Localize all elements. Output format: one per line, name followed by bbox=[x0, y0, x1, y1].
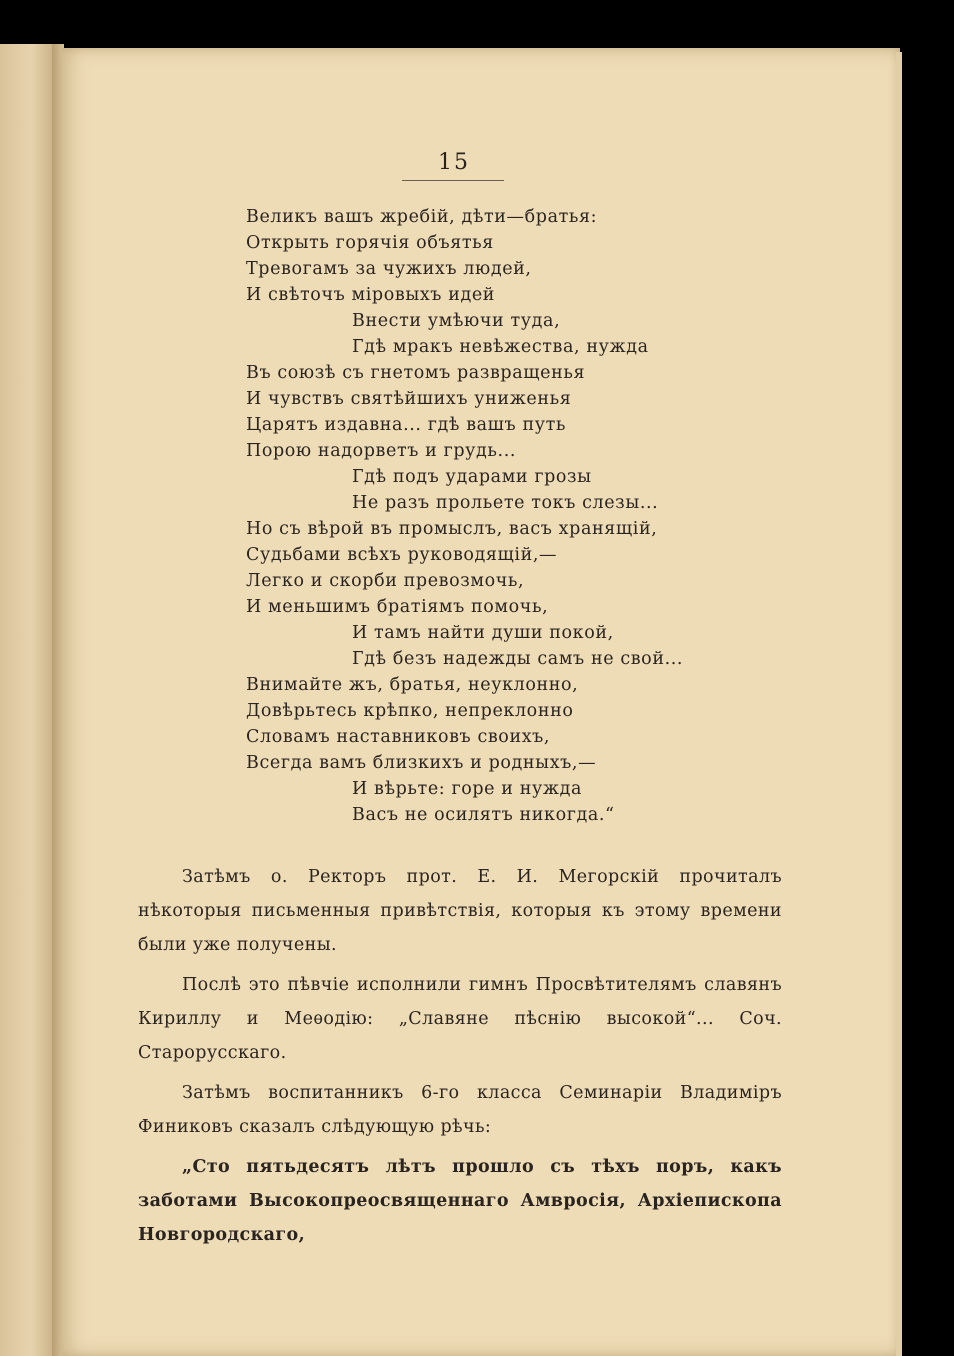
poem-line: Не разъ прольете токъ слезы... bbox=[352, 493, 659, 513]
poem-line: Внимайте жъ, братья, неуклонно, bbox=[246, 675, 579, 695]
page-right-edge bbox=[896, 52, 902, 1356]
paragraph: Затѣмъ о. Ректоръ прот. Е. И. Мегорскій прочиталъ нѣкоторыя письменныя привѣтствія, которыя къ этому времени были уже получены. bbox=[138, 867, 782, 955]
poem-line: Судьбами всѣхъ руководящій,— bbox=[246, 545, 558, 565]
poem bbox=[246, 204, 766, 828]
poem-stanza bbox=[246, 204, 766, 360]
poem-line: Открыть горячія объятья bbox=[246, 233, 494, 253]
poem-line: И свѣточъ міровыхъ идей bbox=[246, 285, 496, 305]
poem-line: Довѣрьтесь крѣпко, непреклонно bbox=[246, 701, 574, 721]
poem-line: Васъ не осилятъ никогда.“ bbox=[352, 805, 615, 825]
poem-stanza bbox=[246, 516, 766, 672]
poem-line: Гдѣ мракъ невѣжества, нужда bbox=[352, 337, 649, 357]
prose-text bbox=[138, 860, 782, 1258]
poem-line: Но съ вѣрой въ промыслъ, васъ хранящій, bbox=[246, 519, 658, 539]
poem-stanza bbox=[246, 672, 766, 828]
poem-line: И тамъ найти души покой, bbox=[352, 623, 614, 643]
poem-line: Словамъ наставниковъ своихъ, bbox=[246, 727, 551, 747]
poem-line: Всегда вамъ близкихъ и родныхъ,— bbox=[246, 753, 597, 773]
header-rule bbox=[402, 180, 504, 181]
poem-line: И чувствъ святѣйшихъ униженья bbox=[246, 389, 572, 409]
poem-stanza bbox=[246, 360, 766, 516]
poem-line: Легко и скорби превозмочь, bbox=[246, 571, 525, 591]
poem-line: Гдѣ безъ надежды самъ не свой... bbox=[352, 649, 684, 669]
paragraph: „Сто пятьдесятъ лѣтъ прошло съ тѣхъ поръ, какъ заботами Высокопреосвященнаго Амвросія, Архіепископа Новгородскаго, bbox=[138, 1157, 782, 1245]
paragraph: Послѣ это пѣвчіе исполнили гимнъ Просвѣтителямъ славянъ Кириллу и Меѳодію: „Славяне пѣснію высокой“... Соч. Старорусскаго. bbox=[138, 975, 782, 1063]
poem-line: Великъ вашъ жребій, дѣти—братья: bbox=[246, 207, 598, 227]
poem-line: Гдѣ подъ ударами грозы bbox=[352, 467, 592, 487]
poem-line: И вѣрьте: горе и нужда bbox=[352, 779, 582, 799]
poem-line: Тревогамъ за чужихъ людей, bbox=[246, 259, 532, 279]
paragraph: Затѣмъ воспитанникъ 6-го класса Семинаріи Владиміръ Финиковъ сказалъ слѣдующую рѣчь: bbox=[138, 1083, 782, 1137]
page-number: 15 bbox=[438, 150, 470, 175]
poem-line: Царятъ издавна... гдѣ вашъ путь bbox=[246, 415, 567, 435]
left-page-edge bbox=[0, 44, 52, 1356]
poem-line: Порою надорветъ и грудь... bbox=[246, 441, 517, 461]
poem-line: И меньшимъ братіямъ помочь, bbox=[246, 597, 549, 617]
poem-line: Въ союзѣ съ гнетомъ развращенья bbox=[246, 363, 586, 383]
poem-line: Внести умѣючи туда, bbox=[352, 311, 561, 331]
